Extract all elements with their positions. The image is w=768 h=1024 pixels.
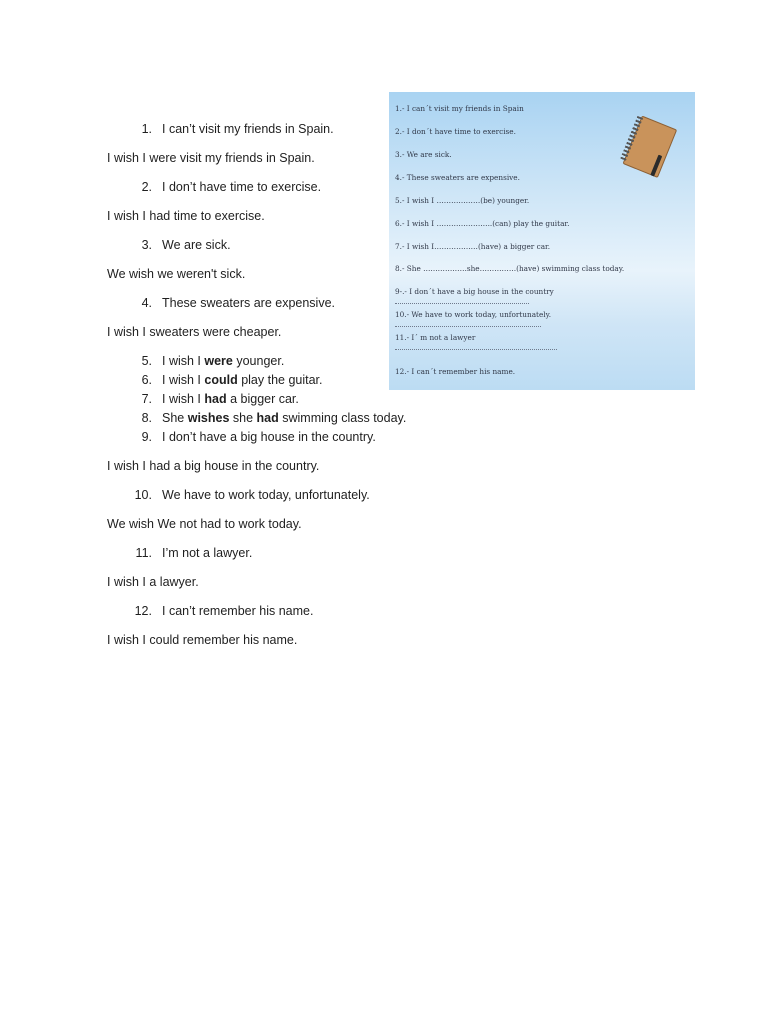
notebook-icon	[619, 114, 677, 178]
fill-item	[107, 352, 437, 371]
exercise-text	[107, 120, 437, 650]
answer-dotted-line	[395, 303, 529, 304]
answer-dotted-line	[395, 349, 557, 350]
bold-verb: had	[204, 392, 227, 406]
item-number: 6.	[141, 373, 152, 387]
worksheet-line: 6.- I wish I …………………..(can) play the guitar.	[395, 219, 570, 228]
prompt-text: We are sick.	[162, 238, 231, 252]
prompt-text: I’m not a lawyer.	[162, 546, 253, 560]
answer-sentence: I wish I could remember his name.	[107, 633, 298, 647]
fill-text: I wish I could play the guitar.	[162, 373, 323, 387]
item-number: 4.	[141, 296, 152, 310]
bold-verb: could	[204, 373, 238, 387]
answer-sentence: I wish I were visit my friends in Spain.	[107, 151, 315, 165]
fill-item	[107, 409, 437, 428]
bold-verb: wishes	[187, 411, 230, 425]
item-number: 7.	[141, 392, 152, 406]
fill-in-list	[107, 352, 437, 447]
exercise-prompt	[107, 544, 437, 563]
worksheet-line: 1.- I can´t visit my friends in Spain	[395, 104, 524, 113]
exercise-prompt	[107, 602, 437, 621]
worksheet-line: 9-.- I don´t have a big house in the country	[395, 287, 554, 296]
prompt-text: We have to work today, unfortunately.	[162, 488, 370, 502]
prompt-text: I can’t remember his name.	[162, 604, 314, 618]
fill-text: I wish I were younger.	[162, 354, 285, 368]
item-number: 8.	[141, 411, 152, 425]
answer-sentence: We wish we weren't sick.	[107, 267, 246, 281]
answer-sentence: I wish I sweaters were cheaper.	[107, 325, 282, 339]
answer-dotted-line	[395, 326, 541, 327]
bold-verb: were	[204, 354, 233, 368]
exercise-prompt	[107, 236, 437, 255]
item-number: 3.	[141, 238, 152, 252]
exercise-prompt	[107, 178, 437, 197]
worksheet-line: 5.- I wish I ………………(be) younger.	[395, 196, 530, 205]
item-number: 9.	[141, 430, 152, 444]
item-number: 1.	[141, 122, 152, 136]
worksheet-line: 7.- I wish I………………(have) a bigger car.	[395, 242, 551, 251]
fill-item	[107, 371, 437, 390]
worksheet-line: 11.- I´ m not a lawyer	[395, 333, 476, 342]
answer-sentence: I wish I had time to exercise.	[107, 209, 265, 223]
worksheet-line: 12.- I can´t remember his name.	[395, 367, 516, 376]
worksheet-image	[389, 92, 695, 390]
item-number: 5.	[141, 354, 152, 368]
prompt-text: I don’t have time to exercise.	[162, 180, 322, 194]
fill-text: I wish I had a bigger car.	[162, 392, 299, 406]
worksheet-line: 4.- These sweaters are expensive.	[395, 173, 520, 182]
answer-sentence: I wish I had a big house in the country.	[107, 459, 320, 473]
fill-text: She wishes she had swimming class today.	[162, 411, 407, 425]
item-number: 12.	[134, 604, 152, 618]
prompt-text: These sweaters are expensive.	[162, 296, 336, 310]
fill-item	[107, 428, 437, 447]
answer-sentence: We wish We not had to work today.	[107, 517, 302, 531]
exercise-prompt	[107, 294, 437, 313]
worksheet-line: 3.- We are sick.	[395, 150, 452, 159]
item-number: 11.	[135, 546, 152, 560]
fill-text: I don’t have a big house in the country.	[162, 430, 376, 444]
bold-verb: had	[256, 411, 279, 425]
exercise-prompt	[107, 486, 437, 505]
fill-item	[107, 390, 437, 409]
worksheet-line: 2.- I don´t have time to exercise.	[395, 127, 516, 136]
prompt-text: I can’t visit my friends in Spain.	[162, 122, 334, 136]
item-number: 2.	[141, 180, 152, 194]
worksheet-line: 10.- We have to work today, unfortunately.	[395, 310, 552, 319]
item-number: 10.	[134, 488, 152, 502]
exercise-prompt	[107, 120, 437, 139]
worksheet-line: 8.- She ………………she……………(have) swimming class today.	[395, 264, 625, 273]
answer-sentence: I wish I a lawyer.	[107, 575, 199, 589]
